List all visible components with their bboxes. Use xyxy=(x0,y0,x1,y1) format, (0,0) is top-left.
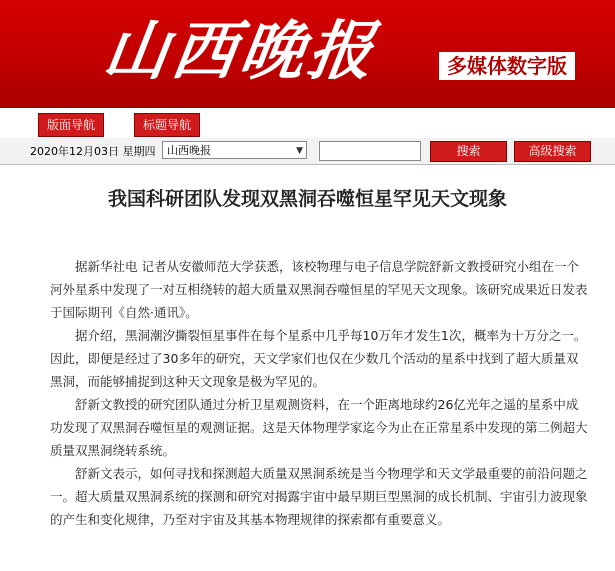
article-body xyxy=(50,255,590,531)
paper-select-value: 山西晚报 xyxy=(167,144,211,157)
page-header xyxy=(0,0,615,108)
search-input[interactable] xyxy=(319,141,421,161)
article-title: 我国科研团队发现双黑洞吞噬恒星罕见天文现象 xyxy=(107,188,507,210)
paper-select[interactable] xyxy=(162,141,307,159)
nav-bar xyxy=(0,108,615,139)
edition-tagline: 多媒体数字版 xyxy=(439,52,575,80)
title-nav-button[interactable]: 标题导航 xyxy=(134,113,200,137)
layout-nav-button[interactable]: 版面导航 xyxy=(38,113,104,137)
chevron-down-icon: ▼ xyxy=(296,146,303,156)
masthead-logo: 山西晚报 xyxy=(98,14,382,89)
article-paragraph: 舒新文表示，如何寻找和探测超大质量双黑洞系统是当今物理学和天文学最重要的前沿问题之一。超大质量双黑洞系统的探测和研究对揭露宇宙中最早期巨型黑洞的成长机制、宇宙引力波现象的产生和变化规律，乃至对宇宙及其基本物理规律的探索都有重要意义。 xyxy=(50,466,588,527)
article-paragraph: 据新华社电 记者从安徽师范大学获悉，该校物理与电子信息学院舒新文教授研究小组在一个河外星系中发现了一对互相绕转的超大质量双黑洞吞噬恒星的罕见天文现象。该研究成果近日发表于国际期刊《自然·通讯》。 xyxy=(50,259,588,320)
advanced-search-button[interactable]: 高级搜索 xyxy=(514,141,591,162)
search-toolbar xyxy=(0,138,615,165)
issue-date: 2020年12月03日 星期四 xyxy=(30,145,156,158)
search-button[interactable]: 搜索 xyxy=(430,141,507,162)
article-paragraph: 据介绍，黑洞潮汐撕裂恒星事件在每个星系中几乎每10万年才发生1次，概率为十万分之一。因此，即便是经过了30多年的研究，天文学家们也仅在少数几个活动的星系中找到了超大质量双黑洞，而能够捕捉到这种天文现象是极为罕见的。 xyxy=(50,328,587,389)
article-paragraph: 舒新文教授的研究团队通过分析卫星观测资料，在一个距离地球约26亿光年之遥的星系中成功发现了双黑洞吞噬恒星的观测证据。这是天体物理学家迄今为止在正常星系中发现的第二例超大质量双黑洞绕转系统。 xyxy=(50,397,588,458)
